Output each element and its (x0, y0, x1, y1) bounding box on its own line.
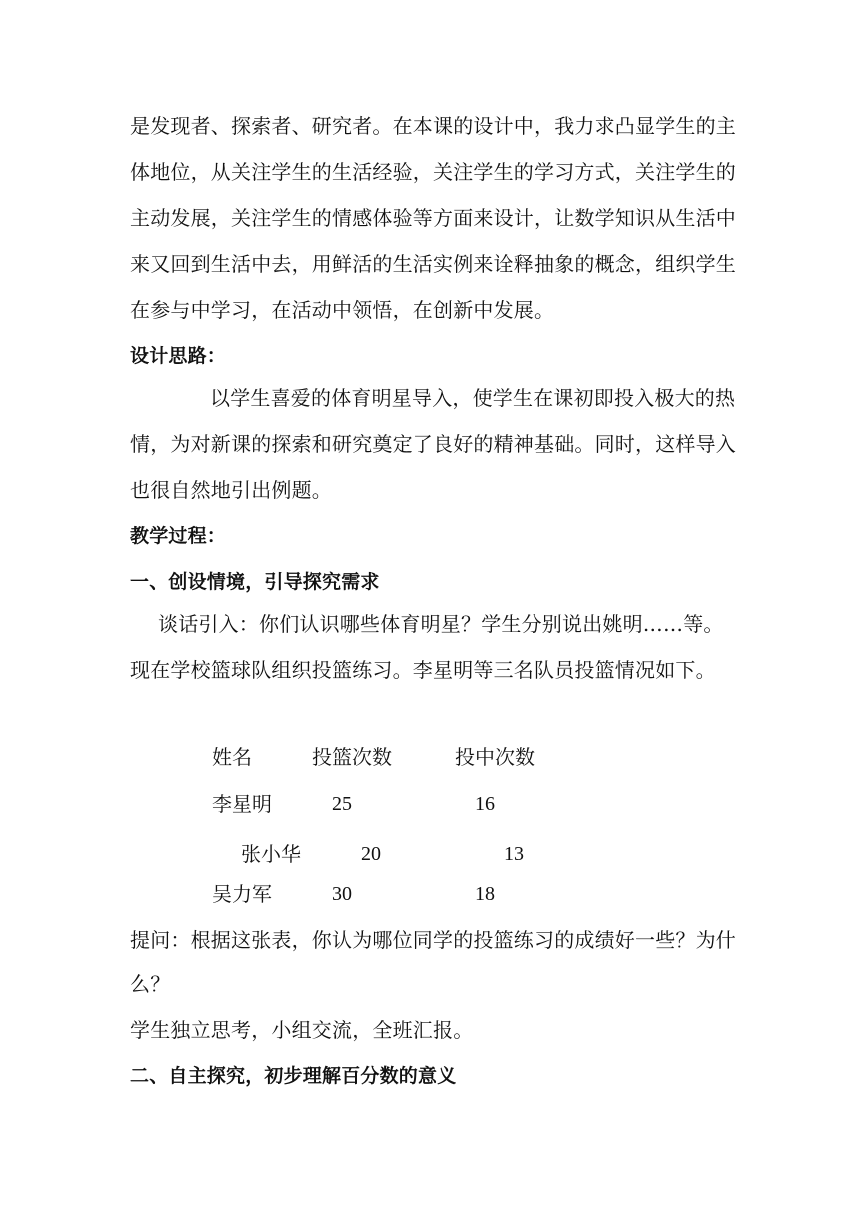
intro-line: 现在学校篮球队组织投篮练习。李星明等三名队员投篮情况如下。 (130, 658, 716, 682)
table-row-hits: 16 (475, 793, 495, 815)
design-line: 情，为对新课的探索和研究奠定了良好的精神基础。同时，这样导入 (130, 432, 736, 456)
table-row-shots: 25 (332, 793, 352, 815)
table-row-name: 吴力军 (212, 882, 272, 906)
paragraph-line: 体地位，从关注学生的生活经验，关注学生的学习方式，关注学生的 (130, 160, 736, 184)
paragraph-line: 在参与中学习，在活动中领悟，在创新中发展。 (130, 298, 555, 322)
design-line: 也很自然地引出例题。 (130, 478, 332, 502)
table-header-shots: 投篮次数 (312, 745, 392, 769)
paragraph-line: 主动发展，关注学生的情感体验等方面来设计，让数学知识从生活中 (130, 206, 736, 230)
table-row-shots: 20 (361, 843, 381, 865)
paragraph-line: 是发现者、探索者、研究者。在本课的设计中，我力求凸显学生的主 (130, 114, 736, 138)
section1-heading: 一、创设情境，引导探究需求 (130, 571, 380, 593)
intro-line: 谈话引入：你们认识哪些体育明星？学生分别说出姚明……等。 (158, 612, 724, 636)
table-row-name: 李星明 (212, 792, 272, 816)
process-heading: 教学过程： (130, 525, 227, 547)
question-line: 么？ (130, 972, 171, 996)
table-row-name: 张小华 (241, 842, 301, 866)
section2-heading: 二、自主探究，初步理解百分数的意义 (130, 1065, 457, 1087)
table-row-shots: 30 (332, 883, 352, 905)
table-row-hits: 18 (475, 883, 495, 905)
design-line: 以学生喜爱的体育明星导入，使学生在课初即投入极大的热 (210, 386, 736, 410)
table-row-hits: 13 (504, 843, 524, 865)
student-line: 学生独立思考，小组交流，全班汇报。 (130, 1018, 474, 1042)
design-heading: 设计思路： (130, 345, 227, 367)
table-header-name: 姓名 (212, 745, 252, 769)
paragraph-line: 来又回到生活中去，用鲜活的生活实例来诠释抽象的概念，组织学生 (130, 252, 736, 276)
table-header-hits: 投中次数 (455, 745, 535, 769)
question-line: 提问：根据这张表，你认为哪位同学的投篮练习的成绩好一些？为什 (130, 928, 736, 952)
